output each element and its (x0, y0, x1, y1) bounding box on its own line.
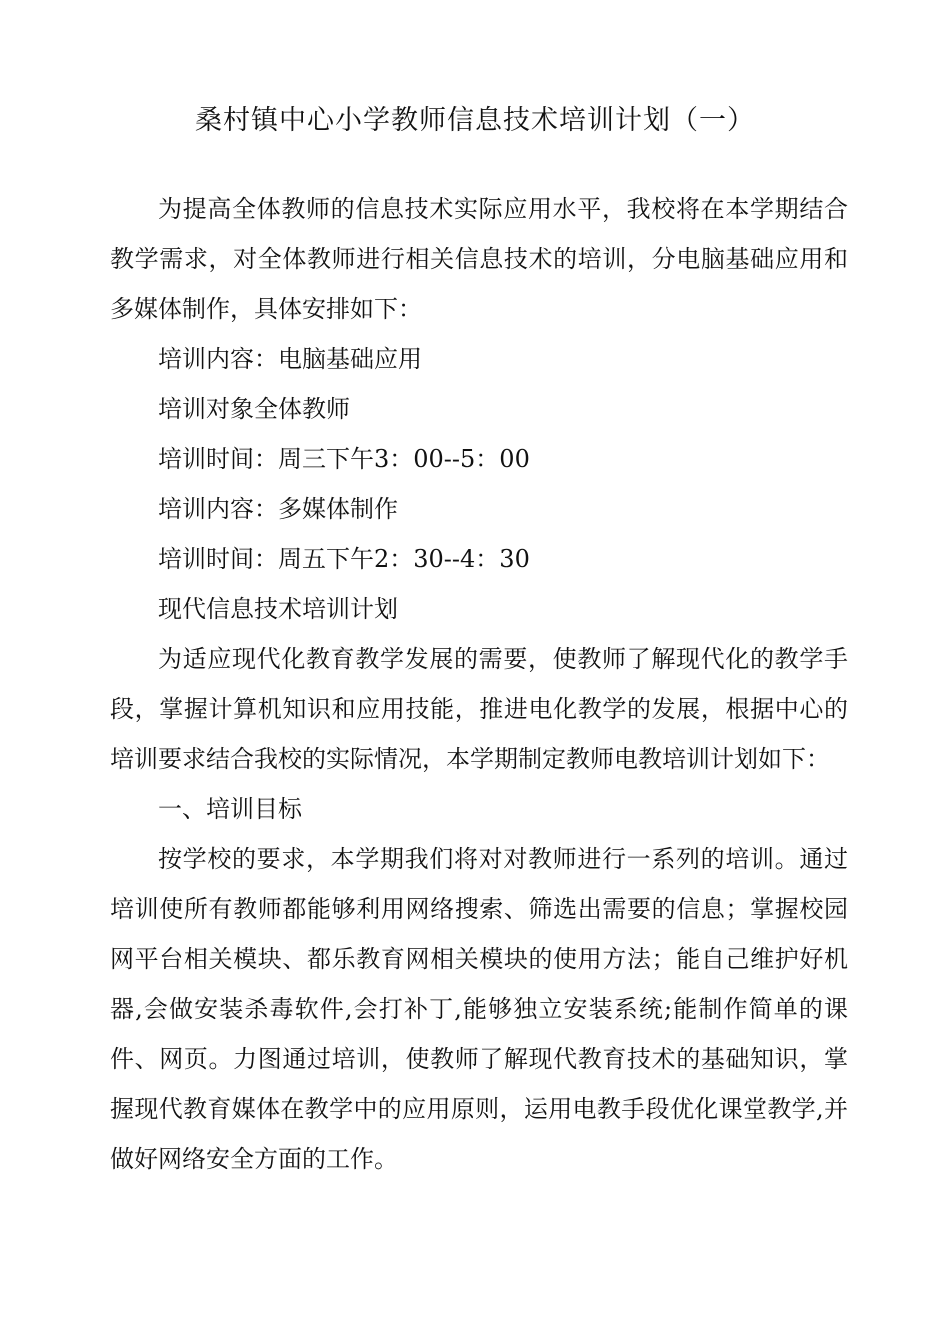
section-heading-goals: 一、培训目标 (158, 795, 302, 823)
paragraph-training-time-2: 培训时间：周五下午2：30--4：30 (158, 545, 530, 573)
paragraph-training-content-1: 培训内容：电脑基础应用 (158, 345, 422, 373)
document-title: 桑村镇中心小学教师信息技术培训计划（一） (195, 105, 755, 136)
paragraph-training-content-2: 培训内容：多媒体制作 (158, 495, 398, 523)
paragraph-goals: 按学校的要求，本学期我们将对对教师进行一系列的培训。通过培训使所有教师都能够利用网络搜索、筛选出需要的信息；掌握校园网平台相关模块、都乐教育网相关模块的使用方法；能自己维护好机器,会做安装杀毒软件,会打补丁,能够独立安装系统;能制作简单的课件、网页。力图通过培训，使教师了解现代教育技术的基础知识，掌握现代教育媒体在教学中的应用原则，运用电教手段优化课堂教学,并做好网络安全方面的工作。 (110, 845, 848, 1173)
paragraph-plan-intro: 为适应现代化教育教学发展的需要，使教师了解现代化的教学手段，掌握计算机知识和应用技能，推进电化教学的发展，根据中心的培训要求结合我校的实际情况，本学期制定教师电教培训计划如下： (110, 645, 848, 773)
paragraph-training-time-1: 培训时间：周三下午3：00--5：00 (158, 445, 530, 473)
section-heading-plan: 现代信息技术培训计划 (158, 595, 398, 623)
document-body (110, 184, 848, 1184)
paragraph-training-target: 培训对象全体教师 (158, 395, 350, 423)
paragraph-intro: 为提高全体教师的信息技术实际应用水平，我校将在本学期结合教学需求，对全体教师进行相关信息技术的培训，分电脑基础应用和多媒体制作，具体安排如下： (110, 195, 848, 323)
